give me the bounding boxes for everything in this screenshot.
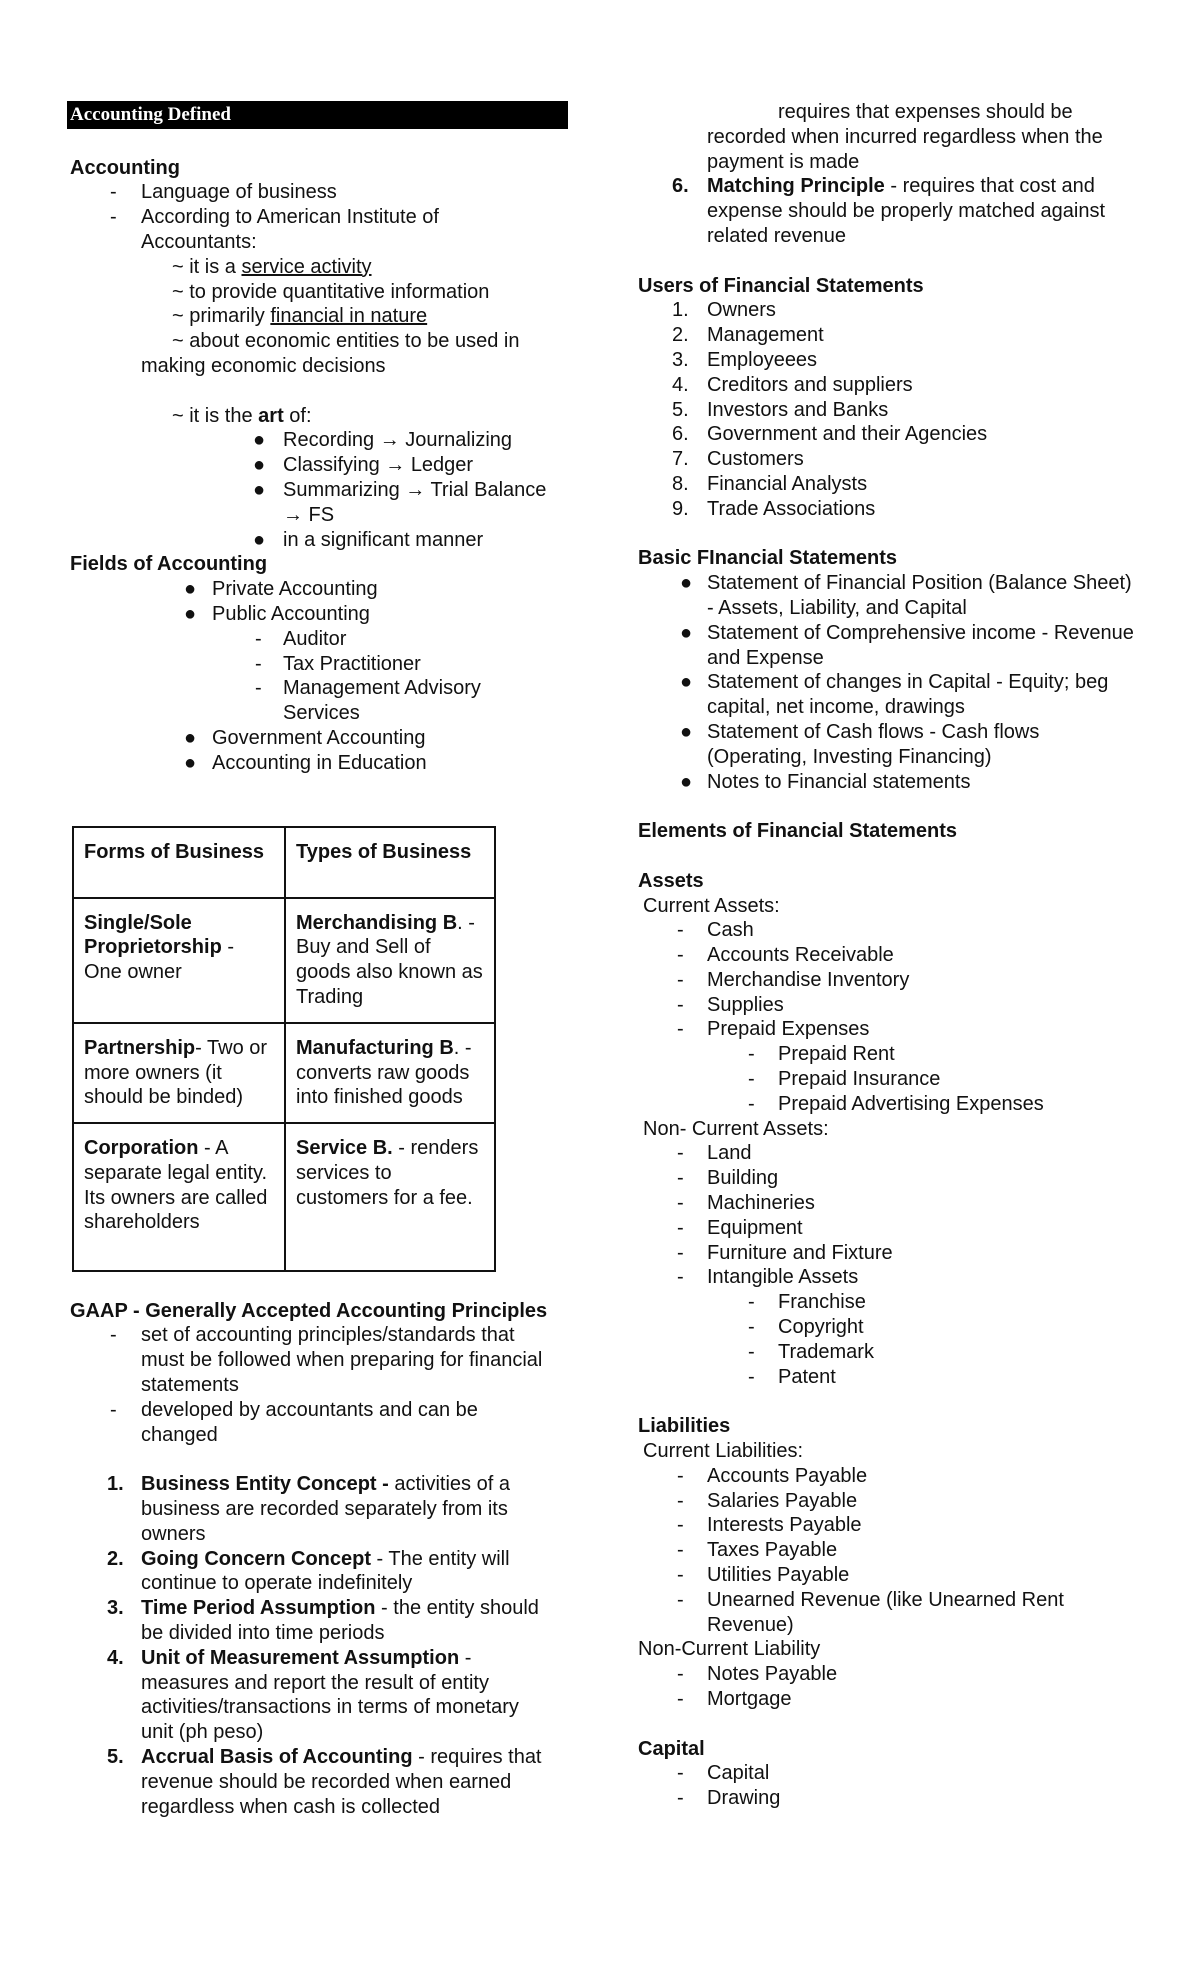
dash-marker: - — [677, 1216, 684, 1239]
basic-fs-heading: Basic FInancial Statements — [638, 547, 897, 570]
list-item — [638, 1563, 1138, 1588]
dash-marker: - — [255, 652, 262, 675]
principle-text: - requires that cost and expense should be properly matched against related revenue — [707, 175, 1106, 247]
list-item — [638, 497, 1138, 522]
item-text: Notes to Financial statements — [707, 770, 971, 793]
list-subitem — [638, 1067, 1138, 1092]
bullet-icon: ● — [680, 720, 693, 743]
item-text: Salaries Payable — [707, 1489, 858, 1512]
definition-line — [70, 329, 555, 379]
principle-name: Matching Principle — [707, 175, 885, 198]
list-item — [70, 1323, 555, 1397]
dash-marker: - — [677, 1464, 684, 1487]
list-item — [638, 770, 1138, 795]
bold-text: Types of Business — [296, 840, 472, 863]
underlined-text: service activity — [241, 255, 372, 278]
principle-item — [70, 1472, 555, 1546]
bullet-icon: ● — [253, 478, 266, 501]
principle-text: - measures and report the result of entity activities/transactions in terms of monetary unit (ph peso) — [141, 1646, 519, 1744]
item-text: Patent — [778, 1365, 836, 1388]
list-item — [70, 1398, 555, 1448]
table-cell — [73, 827, 285, 898]
list-subitem — [638, 1365, 1138, 1390]
item-text: in a significant manner — [283, 528, 484, 551]
blank-line — [638, 249, 1138, 274]
list-item — [638, 968, 1138, 993]
item-text: Copyright — [778, 1316, 864, 1339]
dash-marker: - — [110, 1324, 117, 1347]
business-table — [72, 826, 496, 1273]
list-item — [638, 398, 1138, 423]
principle-item — [70, 1745, 555, 1819]
list-item — [638, 918, 1138, 943]
list-item — [638, 1265, 1138, 1290]
item-text: Employeees — [707, 348, 818, 371]
blank-line — [638, 1389, 1138, 1414]
principle-item — [638, 174, 1138, 248]
dash-marker: - — [255, 677, 262, 700]
blank-line — [638, 844, 1138, 869]
bullet-icon: ● — [680, 621, 693, 644]
item-text: Taxes Payable — [707, 1539, 838, 1562]
text: ~ primarily — [172, 305, 271, 328]
principle-continuation — [638, 100, 1138, 174]
list-subitem — [638, 1315, 1138, 1340]
definition-line — [70, 255, 555, 280]
bullet-icon: ● — [184, 726, 197, 749]
item-text: Land — [707, 1142, 752, 1165]
bold-text: art — [258, 404, 284, 427]
text: - renders services to customers for a fee. — [296, 1137, 479, 1209]
item-text: Prepaid Rent — [778, 1043, 895, 1066]
list-number: 4. — [672, 373, 689, 396]
bullet-icon: ● — [184, 602, 197, 625]
current-liabilities-label: Current Liabilities: — [643, 1440, 804, 1463]
item-text: Franchise — [778, 1291, 866, 1314]
item-text: Language of business — [141, 181, 337, 204]
list-item — [70, 528, 555, 553]
principle-name: Accrual Basis of Accounting — [141, 1746, 413, 1769]
item-text: Customers — [707, 448, 804, 471]
list-number: 4. — [107, 1646, 124, 1669]
blank-line — [638, 794, 1138, 819]
list-item — [70, 205, 555, 255]
principle-name: Time Period Assumption — [141, 1597, 376, 1620]
item-text: Prepaid Expenses — [707, 1018, 870, 1041]
item-text: Notes Payable — [707, 1663, 838, 1686]
dash-marker: - — [677, 1588, 684, 1611]
item-text: requires that expenses should be recorded when incurred regardless when the payment is made — [707, 101, 1103, 173]
principle-text: - requires that revenue should be recorded when earned regardless when cash is collected — [141, 1746, 542, 1818]
list-number: 1. — [107, 1473, 124, 1496]
list-item — [70, 478, 555, 528]
text: ~ about economic entities to be used in making economic decisions — [141, 330, 520, 377]
dash-marker: - — [677, 1663, 684, 1686]
item-text: Statement of Financial Position (Balance Sheet) - Assets, Liability, and Capital — [707, 572, 1132, 619]
dash-marker: - — [748, 1068, 755, 1091]
item-text: Prepaid Insurance — [778, 1068, 941, 1091]
list-item — [638, 1786, 1138, 1811]
list-number: 3. — [107, 1597, 124, 1620]
item-text: Furniture and Fixture — [707, 1241, 893, 1264]
principle-name: Going Concern Concept — [141, 1547, 371, 1570]
item-text: Public Accounting — [212, 602, 370, 625]
item-text: Financial Analysts — [707, 472, 868, 495]
item-text: Government and their Agencies — [707, 423, 988, 446]
bullet-icon: ● — [680, 572, 693, 595]
definition-line — [70, 404, 555, 429]
left-column — [70, 101, 555, 1819]
table-row — [73, 1023, 495, 1123]
list-number: 2. — [672, 324, 689, 347]
bullet-icon: ● — [253, 429, 266, 452]
item-text: Drawing — [707, 1787, 781, 1810]
item-text: Cash — [707, 919, 754, 942]
item-text: Unearned Revenue (like Unearned Rent Revenue) — [707, 1588, 1064, 1636]
dash-marker: - — [677, 1142, 684, 1165]
noncurrent-assets-label: Non- Current Assets: — [643, 1117, 829, 1140]
item-text: Accounts Receivable — [707, 944, 894, 967]
dash-marker: - — [110, 206, 117, 229]
list-number: 9. — [672, 497, 689, 520]
table-row — [73, 898, 495, 1023]
text: . - Buy and Sell of goods also known as Trading — [296, 911, 483, 1008]
definition-line — [70, 280, 555, 305]
item-text: Interests Payable — [707, 1514, 862, 1537]
list-item — [638, 993, 1138, 1018]
list-item — [638, 1687, 1138, 1712]
item-text: Supplies — [707, 993, 784, 1016]
item-text: developed by accountants and can be changed — [141, 1398, 478, 1446]
list-item — [638, 1588, 1138, 1638]
list-item — [638, 1662, 1138, 1687]
list-subitem — [638, 1340, 1138, 1365]
item-text: Trade Associations — [707, 497, 876, 520]
list-subitem — [70, 627, 555, 652]
list-item — [638, 621, 1138, 671]
list-item — [70, 428, 555, 453]
list-item — [638, 298, 1138, 323]
text: - A separate legal entity. Its owners are called shareholders — [84, 1137, 268, 1234]
list-item — [638, 1191, 1138, 1216]
dash-marker: - — [677, 1539, 684, 1562]
dash-marker: - — [677, 968, 684, 991]
list-item — [70, 602, 555, 627]
item-text: According to American Institute of Accountants: — [141, 206, 439, 253]
list-item — [70, 751, 555, 776]
blank-line — [638, 1712, 1138, 1737]
bullet-icon: ● — [680, 671, 693, 694]
capital-heading: Capital — [638, 1737, 705, 1760]
text: ~ to provide quantitative information — [172, 280, 490, 303]
bullet-icon: ● — [253, 454, 266, 477]
dash-marker: - — [110, 1398, 117, 1421]
item-text: Recording → Journalizing — [283, 429, 513, 452]
bold-text: Partnership — [84, 1036, 196, 1059]
list-item — [638, 1538, 1138, 1563]
list-item — [638, 1513, 1138, 1538]
bold-text: Single/Sole Proprietorship — [84, 911, 222, 959]
list-number: 6. — [672, 423, 689, 446]
bold-text: Corporation — [84, 1137, 199, 1160]
table-cell — [285, 1023, 495, 1123]
dash-marker: - — [748, 1043, 755, 1066]
users-heading: Users of Financial Statements — [638, 274, 924, 297]
bold-text: Service B. — [296, 1137, 393, 1160]
item-text: Summarizing → Trial Balance → FS — [283, 478, 547, 526]
item-text: Intangible Assets — [707, 1266, 859, 1289]
list-item — [638, 323, 1138, 348]
table-row — [73, 1123, 495, 1271]
list-item — [638, 1166, 1138, 1191]
section-header-bar: Accounting Defined — [67, 101, 568, 129]
item-text: Accounts Payable — [707, 1464, 868, 1487]
dash-marker: - — [677, 1787, 684, 1810]
item-text: Tax Practitioner — [283, 652, 421, 675]
table-header-row — [73, 827, 495, 898]
bullet-icon: ● — [184, 578, 197, 601]
text: ~ it is a — [172, 255, 242, 278]
item-text: Merchandise Inventory — [707, 968, 910, 991]
dash-marker: - — [748, 1340, 755, 1363]
list-item — [70, 577, 555, 602]
bold-text: Manufacturing B — [296, 1036, 454, 1059]
list-number: 2. — [107, 1547, 124, 1570]
list-item — [638, 472, 1138, 497]
list-subitem — [70, 676, 555, 726]
list-item — [638, 447, 1138, 472]
list-item — [638, 1761, 1138, 1786]
item-text: Mortgage — [707, 1688, 792, 1710]
text: - One owner — [84, 936, 235, 984]
blank-line — [70, 1447, 555, 1472]
dash-marker: - — [677, 1167, 684, 1190]
text: - Two or more owners (it should be binded) — [84, 1036, 268, 1109]
list-item — [70, 453, 555, 478]
item-text: Capital — [707, 1762, 770, 1785]
dash-marker: - — [677, 1018, 684, 1041]
dash-marker: - — [677, 944, 684, 967]
bold-text: Merchandising B — [296, 911, 458, 934]
dash-marker: - — [748, 1365, 755, 1388]
item-text: Government Accounting — [212, 726, 426, 749]
item-text: Statement of Comprehensive income - Revenue and Expense — [707, 621, 1134, 669]
item-text: Prepaid Advertising Expenses — [778, 1092, 1044, 1115]
gaap-heading: GAAP - Generally Accepted Accounting Principles — [70, 1299, 548, 1322]
table-cell — [73, 1123, 285, 1271]
item-text: Machineries — [707, 1192, 815, 1215]
principle-item — [70, 1646, 555, 1745]
principle-name: Unit of Measurement Assumption — [141, 1646, 460, 1669]
list-item — [638, 571, 1138, 621]
dash-marker: - — [677, 993, 684, 1016]
table-cell — [73, 898, 285, 1023]
list-number: 7. — [672, 448, 689, 471]
elements-heading: Elements of Financial Statements — [638, 820, 957, 843]
list-item — [638, 943, 1138, 968]
list-item — [638, 348, 1138, 373]
principle-text: activities of a business are recorded separately from its owners — [141, 1473, 510, 1545]
item-text: Private Accounting — [212, 578, 378, 601]
list-number: 6. — [672, 175, 689, 198]
bullet-icon: ● — [680, 770, 693, 793]
item-text: Building — [707, 1167, 779, 1190]
list-item — [638, 1216, 1138, 1241]
list-subitem — [638, 1042, 1138, 1067]
dash-marker: - — [677, 1762, 684, 1785]
principle-name: Business Entity Concept - — [141, 1473, 389, 1496]
bold-text: Forms of Business — [84, 840, 265, 863]
list-item — [70, 180, 555, 205]
list-item — [638, 373, 1138, 398]
blank-line — [638, 522, 1138, 547]
accounting-heading: Accounting — [70, 156, 180, 179]
list-subitem — [638, 1092, 1138, 1117]
table-cell — [73, 1023, 285, 1123]
list-number: 5. — [107, 1746, 124, 1769]
dash-marker: - — [677, 919, 684, 942]
dash-marker: - — [748, 1316, 755, 1339]
dash-marker: - — [748, 1291, 755, 1314]
dash-marker: - — [677, 1688, 684, 1710]
dash-marker: - — [677, 1489, 684, 1512]
list-number: 1. — [672, 299, 689, 322]
dash-marker: - — [677, 1564, 684, 1587]
item-text: Management Advisory Services — [283, 677, 481, 725]
dash-marker: - — [677, 1514, 684, 1537]
principle-text: - the entity should be divided into time periods — [141, 1597, 539, 1645]
list-number: 5. — [672, 398, 689, 421]
item-text: Owners — [707, 299, 776, 322]
list-subitem — [638, 1290, 1138, 1315]
item-text: Management — [707, 324, 824, 347]
list-item — [70, 726, 555, 751]
table-cell — [285, 1123, 495, 1271]
dash-marker: - — [255, 627, 262, 650]
list-number: 3. — [672, 348, 689, 371]
list-item — [638, 720, 1138, 770]
current-assets-label: Current Assets: — [643, 894, 780, 917]
principle-text: - The entity will continue to operate indefinitely — [141, 1547, 510, 1595]
blank-line — [70, 379, 555, 404]
list-item — [638, 1141, 1138, 1166]
fields-heading: Fields of Accounting — [70, 553, 268, 576]
liabilities-heading: Liabilities — [638, 1415, 731, 1438]
dash-marker: - — [110, 181, 117, 204]
bullet-icon: ● — [184, 751, 197, 774]
item-text: Investors and Banks — [707, 398, 889, 421]
dash-marker: - — [748, 1092, 755, 1115]
dash-marker: - — [677, 1266, 684, 1289]
principle-item — [70, 1547, 555, 1597]
text: . - converts raw goods into finished goods — [296, 1036, 472, 1109]
right-column — [638, 100, 1138, 1811]
item-text: Trademark — [778, 1340, 874, 1363]
item-text: Equipment — [707, 1216, 803, 1239]
list-subitem — [70, 652, 555, 677]
item-text: Creditors and suppliers — [707, 373, 913, 396]
list-item — [638, 670, 1138, 720]
dash-marker: - — [677, 1192, 684, 1215]
item-text: Accounting in Education — [212, 751, 427, 774]
list-item — [638, 1017, 1138, 1042]
list-number: 8. — [672, 472, 689, 495]
noncurrent-liabilities-label: Non-Current Liability — [638, 1638, 821, 1661]
item-text: Auditor — [283, 627, 347, 650]
principle-item — [70, 1596, 555, 1646]
item-text: Classifying → Ledger — [283, 454, 474, 477]
list-item — [638, 1489, 1138, 1514]
table-cell — [285, 898, 495, 1023]
table-cell — [285, 827, 495, 898]
list-item — [638, 422, 1138, 447]
underlined-text: financial in nature — [270, 305, 428, 328]
item-text: Utilities Payable — [707, 1564, 850, 1587]
item-text: set of accounting principles/standards that must be followed when preparing for financial statements — [141, 1324, 543, 1397]
text: of: — [283, 404, 312, 427]
text: ~ it is the — [172, 404, 259, 427]
dash-marker: - — [677, 1241, 684, 1264]
assets-heading: Assets — [638, 869, 704, 892]
list-item — [638, 1241, 1138, 1266]
item-text: Statement of changes in Capital - Equity; beg capital, net income, drawings — [707, 671, 1109, 719]
definition-line — [70, 304, 555, 329]
item-text: Statement of Cash flows - Cash flows (Operating, Investing Financing) — [707, 720, 1040, 768]
bullet-icon: ● — [253, 528, 266, 551]
list-item — [638, 1464, 1138, 1489]
